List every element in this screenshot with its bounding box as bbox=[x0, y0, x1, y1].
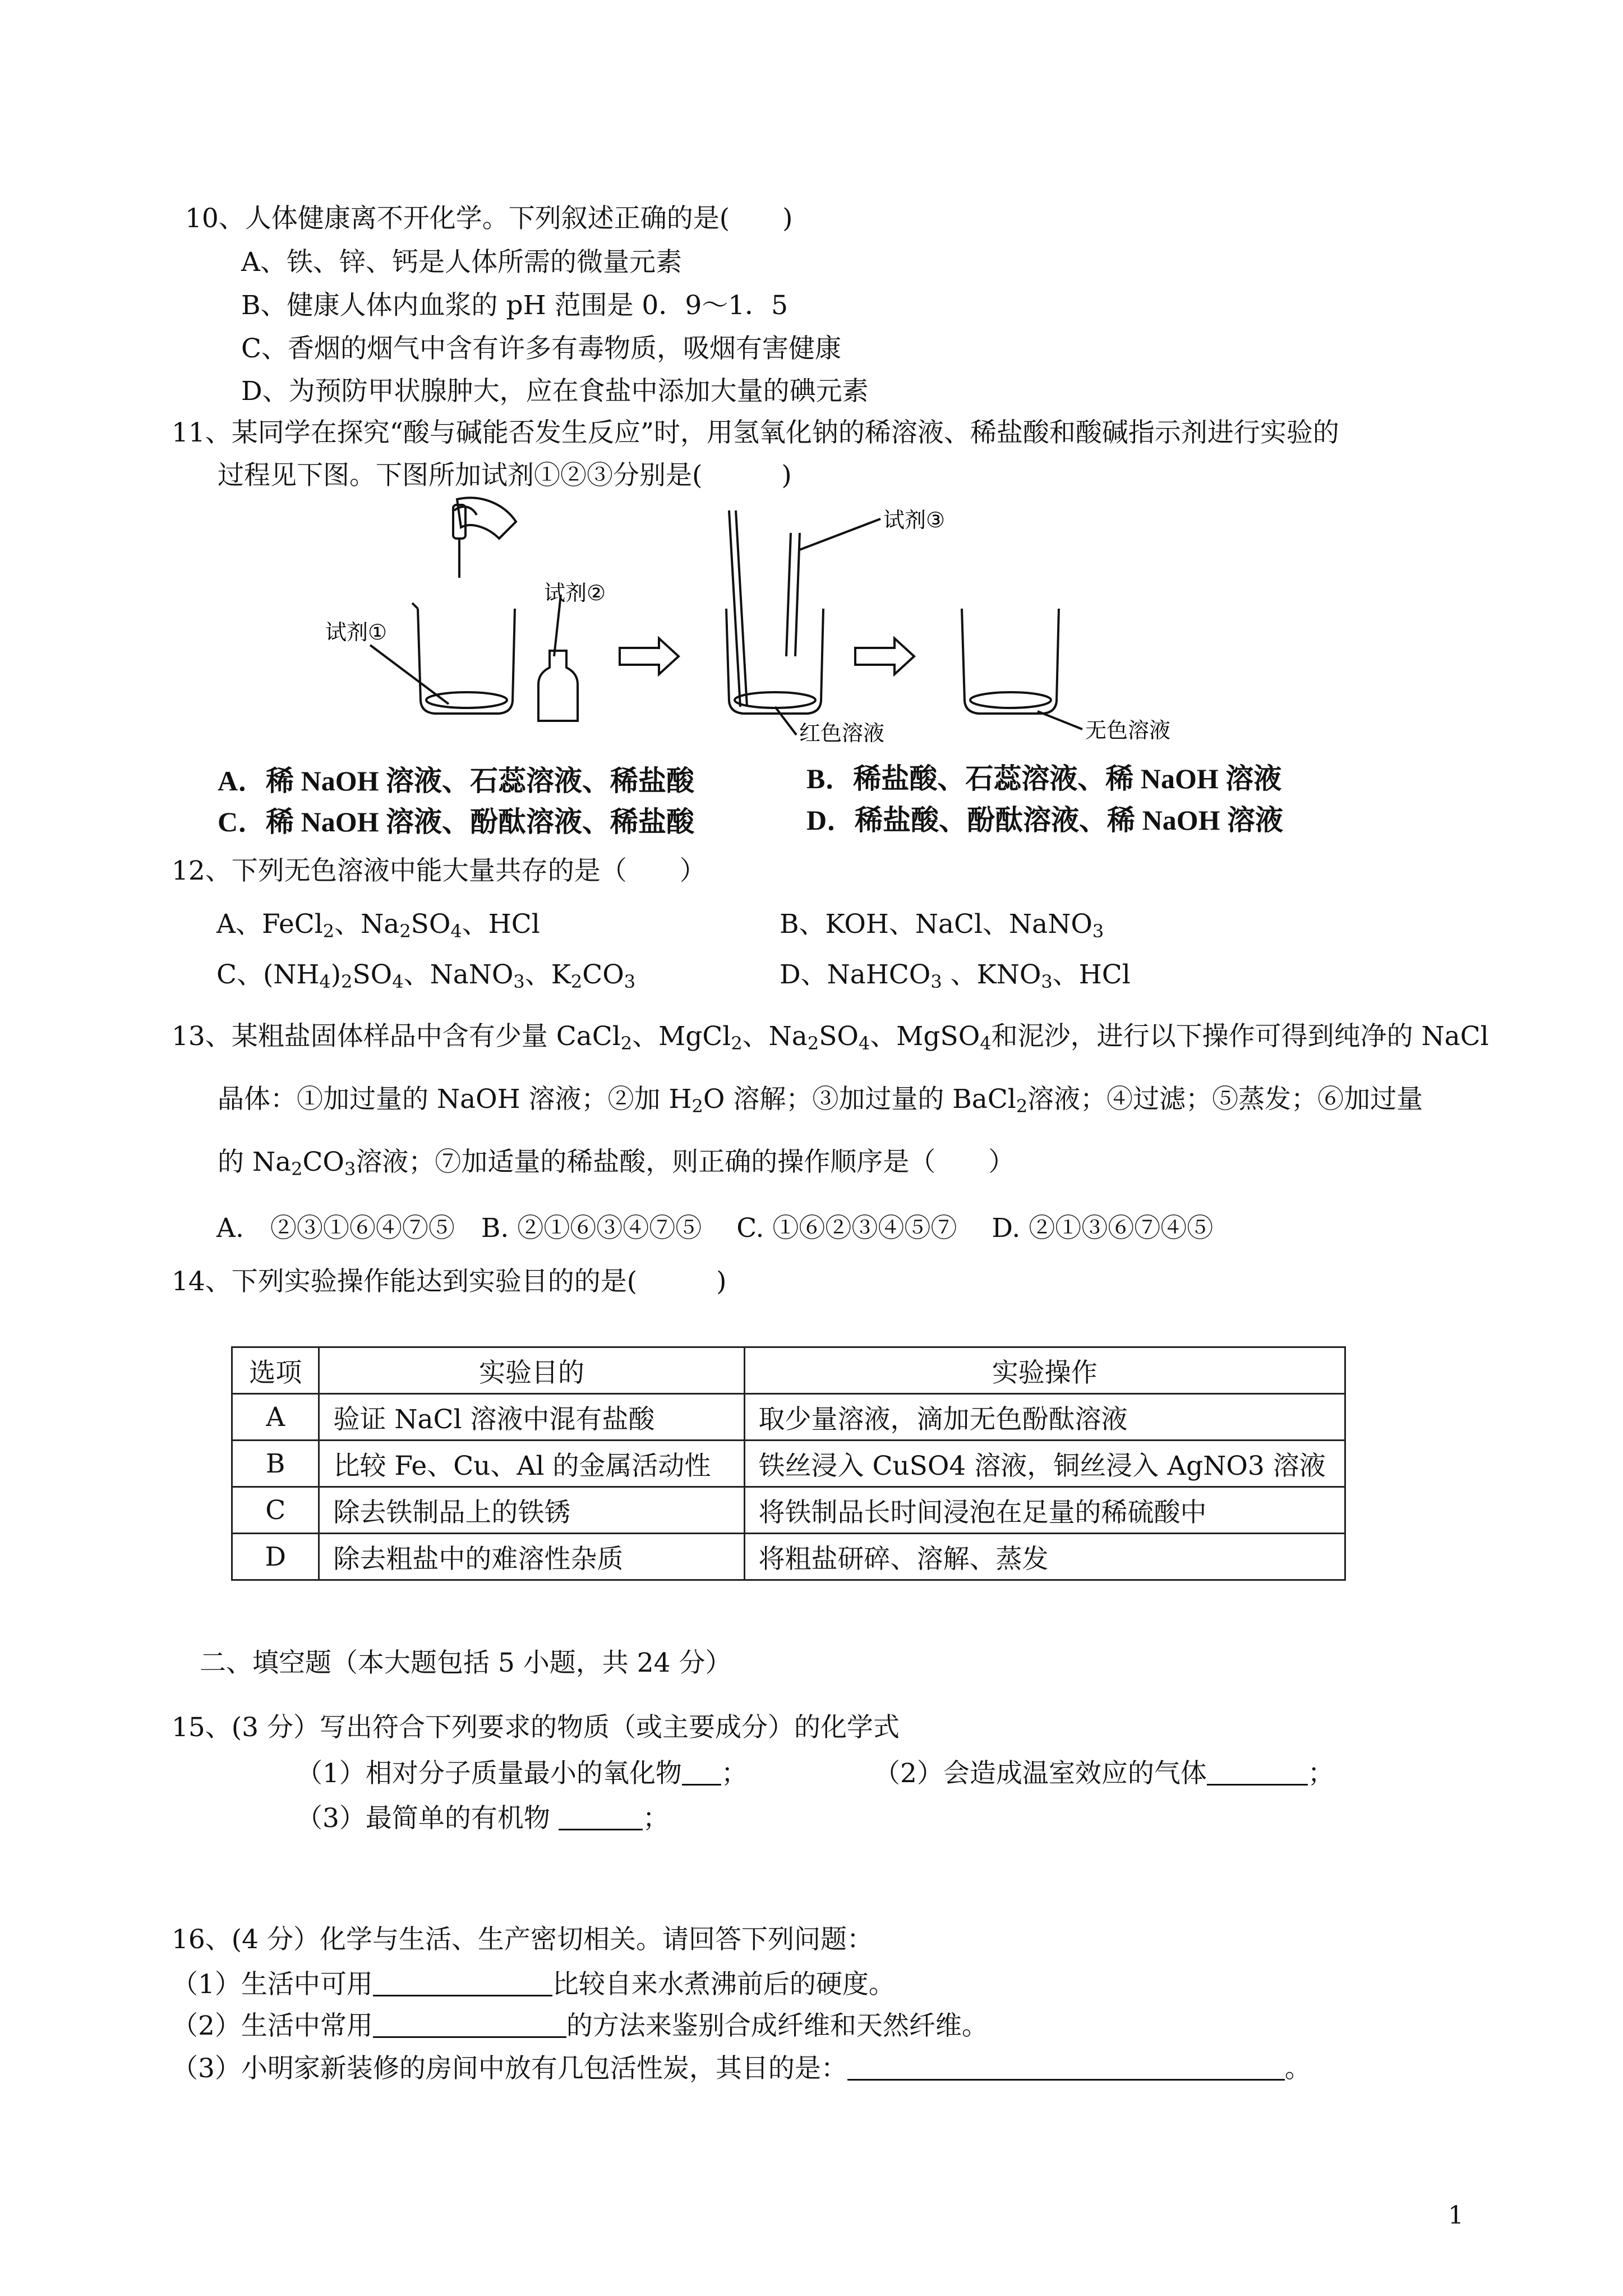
q15-part2: （2）会造成温室效应的气体 ； bbox=[874, 1758, 1334, 1789]
table-row bbox=[232, 1441, 1345, 1487]
q11-stem-line2: 过程见下图。下图所加试剂①②③分别是( ) bbox=[218, 460, 792, 491]
q15-part1: （1）相对分子质量最小的氧化物 ； bbox=[296, 1758, 748, 1789]
q11-stem-line1: 11、某同学在探究“酸与碱能否发生反应”时，用氢氧化钠的稀溶液、稀盐酸和酸碱指示剂进行实验的 bbox=[172, 417, 1339, 448]
q16-part3: （3）小明家新装修的房间中放有几包活性炭，其目的是： 。 bbox=[172, 2053, 1311, 2084]
table-row bbox=[232, 1487, 1345, 1534]
row-operation: 将铁制品长时间浸泡在足量的稀硫酸中 bbox=[744, 1487, 1345, 1534]
q12-stem: 12、下列无色溶液中能大量共存的是（ ） bbox=[172, 855, 706, 886]
q11-option-a: A．稀 NaOH 溶液、石蕊溶液、稀盐酸 bbox=[218, 765, 694, 797]
q12-option-a: A、FeCl$_2$、$Na_2SO_4$、HCl bbox=[216, 909, 540, 942]
table-header-row bbox=[232, 1347, 1345, 1394]
header-option: 选项 bbox=[232, 1347, 319, 1394]
row-operation: 铁丝浸入 CuSO4 溶液，铜丝浸入 AgNO3 溶液 bbox=[744, 1441, 1345, 1487]
answer-blank[interactable] bbox=[373, 2010, 566, 2038]
fig-red-solution-label: 红色溶液 bbox=[799, 721, 885, 746]
q13-options: A. ②③①⑥④⑦⑤ B. ②①⑥③④⑦⑤ C. ①⑥②③④⑤⑦ D. ②①③⑥⑦④⑤ bbox=[216, 1213, 1214, 1244]
q11-option-d: D．稀盐酸、酚酞溶液、稀 NaOH 溶液 bbox=[806, 804, 1283, 836]
q11-option-b: B．稀盐酸、石蕊溶液、稀 NaOH 溶液 bbox=[806, 763, 1282, 794]
row-option: D bbox=[232, 1534, 319, 1580]
q10-option-b: B、健康人体内血浆的 pH 范围是 0．9～1．5 bbox=[241, 290, 789, 321]
row-operation: 将粗盐研碎、溶解、蒸发 bbox=[744, 1534, 1345, 1580]
q10-option-d: D、为预防甲状腺肿大，应在食盐中添加大量的碘元素 bbox=[241, 376, 869, 407]
q10-option-c: C、香烟的烟气中含有许多有毒物质，吸烟有害健康 bbox=[241, 333, 841, 364]
answer-blank[interactable] bbox=[682, 1758, 721, 1786]
q14-stem: 14、下列实验操作能达到实验目的的是( ) bbox=[172, 1266, 727, 1297]
q12-option-b: B、KOH、NaCl、NaNO$_3$ bbox=[780, 909, 1104, 942]
q14-table bbox=[231, 1346, 1346, 1581]
q16-stem: 16、(4 分）化学与生活、生产密切相关。请回答下列问题： bbox=[172, 1924, 873, 1955]
answer-blank[interactable] bbox=[1207, 1758, 1308, 1786]
section-2-title: 二、填空题（本大题包括 5 小题，共 24 分） bbox=[200, 1648, 732, 1678]
header-operation: 实验操作 bbox=[744, 1347, 1345, 1394]
row-option: A bbox=[232, 1394, 319, 1441]
fig-reagent2-label: 试剂② bbox=[544, 581, 606, 605]
page-number: 1 bbox=[1448, 2201, 1464, 2230]
answer-blank[interactable] bbox=[373, 1969, 552, 1996]
fig-reagent3-label: 试剂③ bbox=[883, 508, 946, 532]
q15-stem: 15、(3 分）写出符合下列要求的物质（或主要成分）的化学式 bbox=[172, 1712, 900, 1743]
row-option: C bbox=[232, 1487, 319, 1534]
row-purpose: 验证 NaCl 溶液中混有盐酸 bbox=[319, 1394, 744, 1441]
header-purpose: 实验目的 bbox=[319, 1347, 744, 1394]
row-purpose: 比较 Fe、Cu、Al 的金属活动性 bbox=[319, 1441, 744, 1487]
row-purpose: 除去铁制品上的铁锈 bbox=[319, 1487, 744, 1534]
table-row bbox=[232, 1534, 1345, 1580]
q12-option-c: C、$(NH_4)_2SO_4$、NaNO$_3$、$K_2CO_3$ bbox=[216, 959, 636, 992]
row-purpose: 除去粗盐中的难溶性杂质 bbox=[319, 1534, 744, 1580]
q12-option-d: D、NaHCO$_3$ 、$KNO_3$、HCl bbox=[780, 959, 1131, 992]
answer-blank[interactable] bbox=[559, 1803, 643, 1830]
q16-part1: （1）生活中可用 比较自来水煮沸前后的硬度。 bbox=[172, 1969, 895, 2000]
q15-part3: （3）最简单的有机物 ； bbox=[296, 1803, 669, 1834]
row-operation: 取少量溶液，滴加无色酚酞溶液 bbox=[744, 1394, 1345, 1441]
row-option: B bbox=[232, 1441, 319, 1487]
table-row bbox=[232, 1394, 1345, 1441]
q13-line3: 的 $Na_2CO_3$溶液；⑦加适量的稀盐酸，则正确的操作顺序是（ ） bbox=[218, 1147, 1015, 1180]
q11-option-c: C．稀 NaOH 溶液、酚酞溶液、稀盐酸 bbox=[218, 806, 694, 838]
fig-reagent1-label: 试剂① bbox=[325, 620, 388, 645]
q13-line2: 晶体：①加过量的 NaOH 溶液；②加 $H_2O$ 溶解；③加过量的 BaCl$_2$溶液；④过滤；⑤蒸发；⑥加过量 bbox=[218, 1084, 1423, 1117]
answer-blank[interactable] bbox=[847, 2053, 1285, 2081]
q13-line1: 13、某粗盐固体样品中含有少量 CaCl$_2$、MgCl$_2$、$Na_2SO_4$、MgSO$_4$和泥沙，进行以下操作可得到纯净的 NaCl bbox=[172, 1021, 1489, 1054]
fig-colorless-solution-label: 无色溶液 bbox=[1085, 718, 1171, 743]
q10-option-a: A、铁、锌、钙是人体所需的微量元素 bbox=[241, 247, 682, 278]
q11-experiment-figure bbox=[314, 488, 1223, 746]
q10-stem: 10、人体健康离不开化学。下列叙述正确的是( ) bbox=[185, 203, 793, 234]
q16-part2: （2）生活中常用 的方法来鉴别合成纤维和天然纤维。 bbox=[172, 2010, 988, 2041]
